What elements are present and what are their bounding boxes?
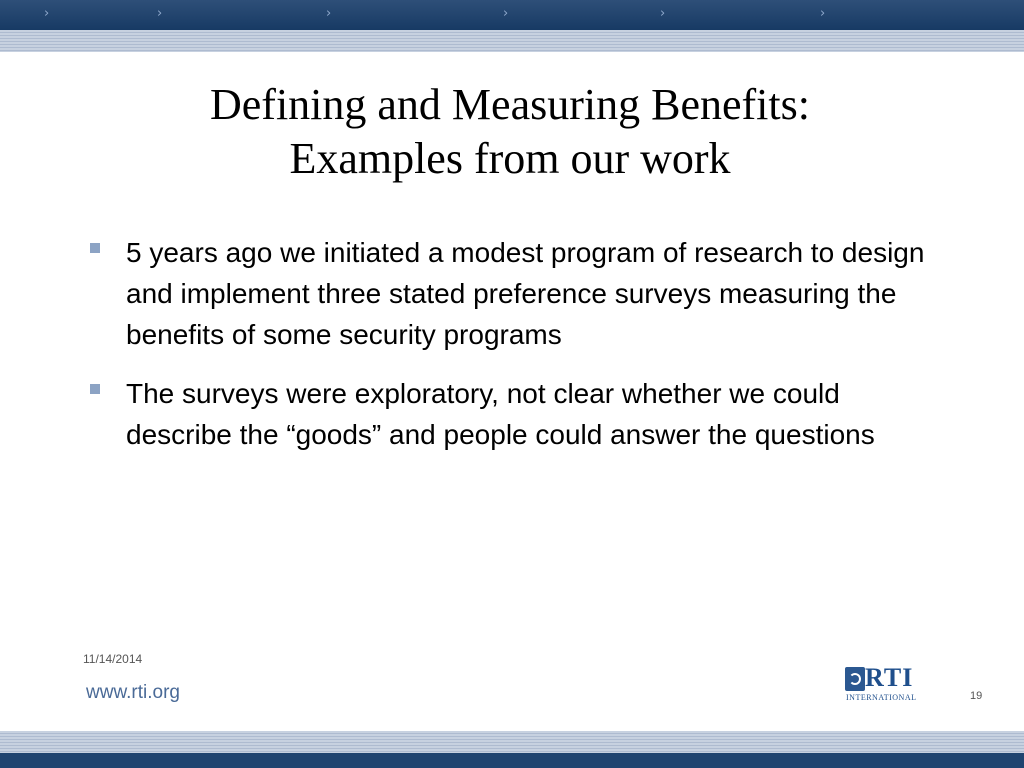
- page-number: 19: [970, 690, 983, 702]
- square-bullet-icon: [90, 384, 100, 394]
- bullet-text: 5 years ago we initiated a modest program of research to design and implement three stated preference surveys measuring the benefits of some security programs: [126, 237, 925, 350]
- logo-text: RTI: [865, 663, 914, 692]
- footer-bar: [0, 753, 1024, 768]
- bullet-item: [88, 373, 928, 455]
- footer-url-link[interactable]: www.rti.org: [86, 682, 180, 703]
- bullet-item: [88, 232, 928, 355]
- chevron-right-icon: ›: [820, 6, 826, 21]
- footer-stripe: [0, 731, 1024, 753]
- chevron-right-icon: ›: [157, 6, 163, 21]
- chevron-right-icon: ›: [503, 6, 509, 21]
- header-stripe: [0, 30, 1024, 52]
- bullet-list: [88, 232, 928, 473]
- bullet-text: The surveys were exploratory, not clear whether we could describe the “goods” and people could answer the questions: [126, 378, 875, 450]
- square-bullet-icon: [90, 243, 100, 253]
- chevron-right-icon: ›: [44, 6, 50, 21]
- chevron-right-icon: ›: [326, 6, 332, 21]
- slide-date: 11/14/2014: [83, 652, 143, 666]
- header-bar: [0, 0, 1024, 30]
- rti-logo: [845, 663, 925, 703]
- slide-title-line1: Defining and Measuring Benefits:: [210, 80, 810, 129]
- chevron-right-icon: ›: [660, 6, 666, 21]
- globe-icon: [845, 667, 865, 691]
- slide-title-line2: Examples from our work: [289, 134, 731, 183]
- slide-title: [60, 78, 960, 186]
- logo-subtext: INTERNATIONAL: [846, 693, 917, 702]
